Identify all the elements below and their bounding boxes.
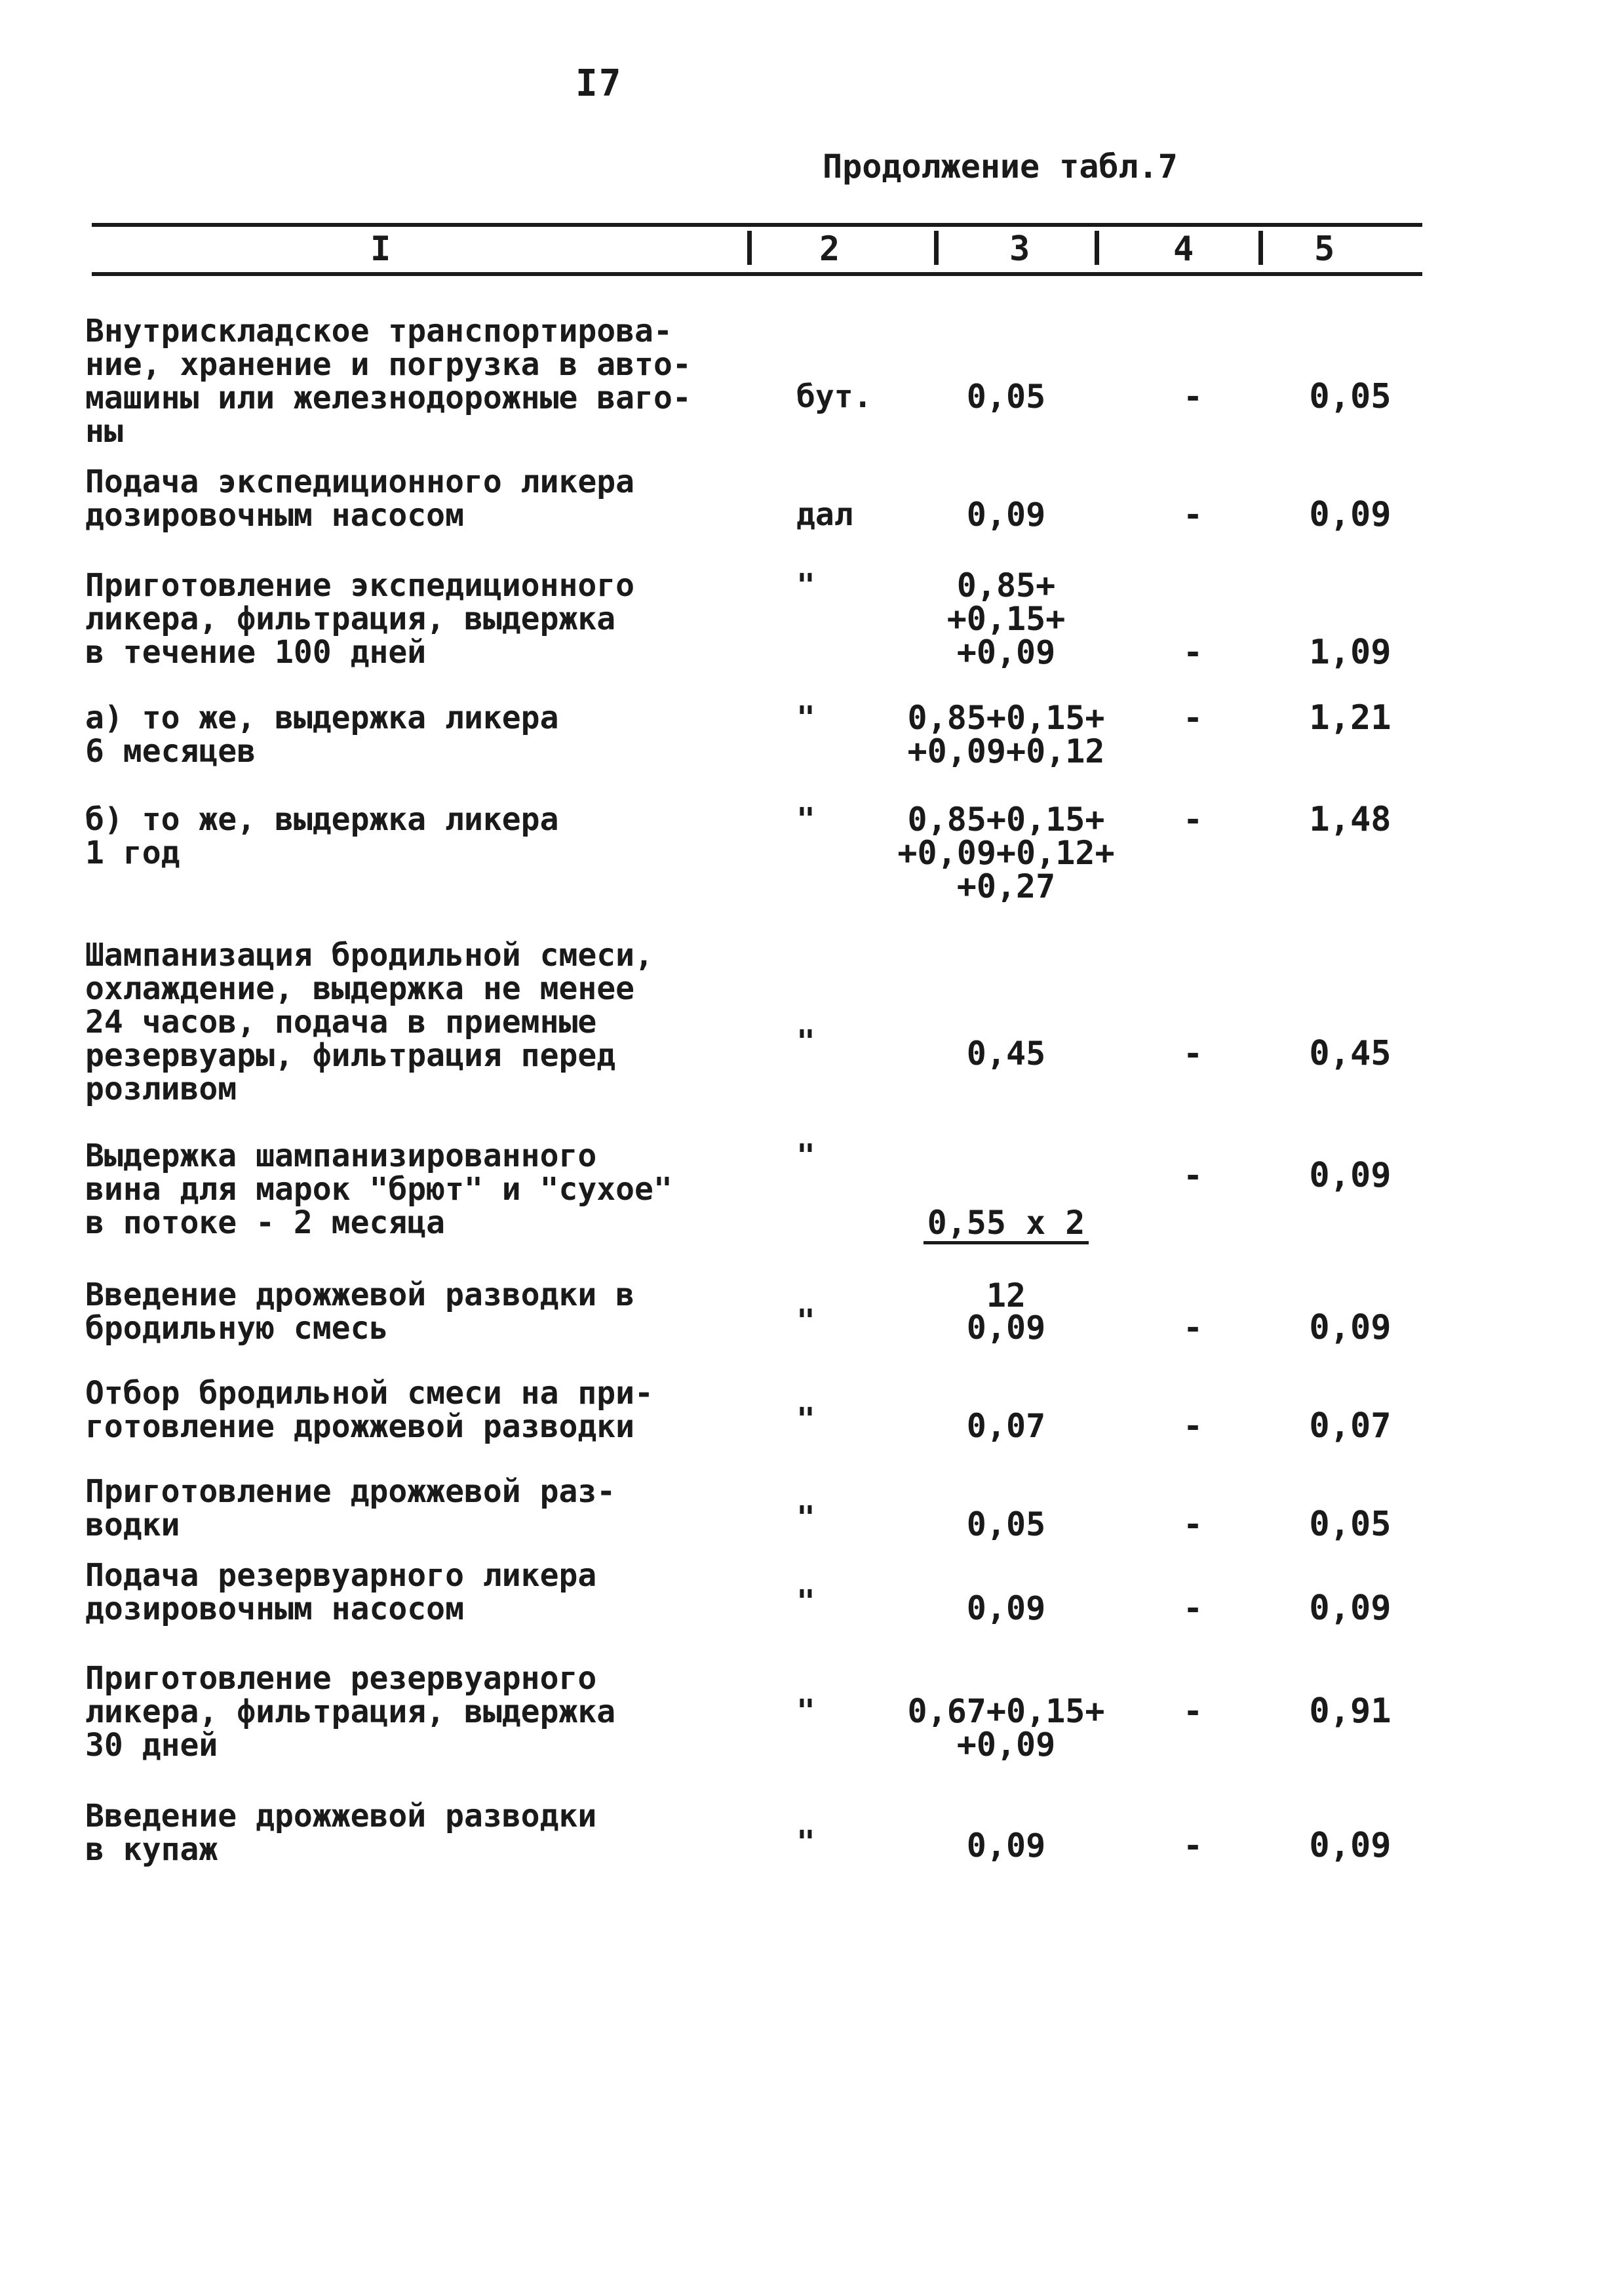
row-col-3: 0,09 bbox=[966, 1309, 1046, 1347]
row-col-3: 0,05 bbox=[966, 1505, 1046, 1543]
row-description: Отбор бродильной смеси на при- готовление дрожжевой разводки bbox=[85, 1375, 653, 1445]
row-col-3: 0,85+ +0,15+ +0,09 bbox=[946, 566, 1066, 671]
row-col-3: 0,85+0,15+ +0,09+0,12 bbox=[907, 699, 1105, 770]
row-col-5: 1,09 bbox=[1309, 633, 1391, 672]
row-col-5: 0,07 bbox=[1309, 1406, 1391, 1446]
header-col-2: 2 bbox=[819, 229, 840, 269]
header-col-5: 5 bbox=[1314, 229, 1335, 269]
row-col-4: - bbox=[1182, 1407, 1203, 1445]
row-col-3: 0,05 bbox=[966, 378, 1046, 416]
row-col-4: - bbox=[1182, 1157, 1203, 1195]
row-col-4: - bbox=[1182, 1692, 1203, 1730]
row-description: Приготовление резервуарного ликера, фильтрация, выдержка 30 дней bbox=[85, 1660, 616, 1764]
row-description: Шампанизация бродильной смеси, охлаждение, выдержка не менее 24 часов, подача в приемные резервуары, фильтрация перед розливом bbox=[85, 937, 653, 1107]
header-separator-1 bbox=[747, 231, 752, 265]
row-unit: дал bbox=[796, 496, 853, 533]
row-col-4: - bbox=[1182, 1309, 1203, 1347]
row-col-4: - bbox=[1182, 1505, 1203, 1543]
row-col-5: 0,45 bbox=[1309, 1034, 1391, 1073]
fraction-denominator: 12 bbox=[986, 1277, 1026, 1315]
header-rule-bottom bbox=[92, 272, 1422, 276]
page-number: I7 bbox=[575, 62, 623, 105]
row-description: б) то же, выдержка ликера 1 год bbox=[85, 801, 559, 871]
row-col-4: - bbox=[1182, 1035, 1203, 1073]
row-unit: " bbox=[796, 1499, 815, 1536]
row-col-5: 0,09 bbox=[1309, 1156, 1391, 1195]
row-col-5: 0,05 bbox=[1309, 1505, 1391, 1544]
header-col-3: 3 bbox=[1009, 229, 1030, 269]
row-col-3: 0,45 bbox=[966, 1035, 1046, 1073]
row-unit: " bbox=[796, 1693, 815, 1730]
row-unit: " bbox=[796, 1401, 815, 1438]
header-col-1: I bbox=[370, 229, 391, 269]
row-description: Выдержка шампанизированного вина для марок "брют" и "сухое" в потоке - 2 месяца bbox=[85, 1138, 672, 1241]
row-col-5: 0,09 bbox=[1309, 1826, 1391, 1865]
row-col-3: 0,09 bbox=[966, 1827, 1046, 1865]
row-col-5: 0,05 bbox=[1309, 377, 1391, 416]
row-description: а) то же, выдержка ликера 6 месяцев bbox=[85, 700, 559, 770]
row-unit: " bbox=[796, 801, 815, 838]
row-col-5: 0,09 bbox=[1309, 495, 1391, 534]
row-col-5: 0,09 bbox=[1309, 1589, 1391, 1628]
row-col-4: - bbox=[1182, 633, 1203, 671]
table-caption: Продолжение табл.7 bbox=[823, 148, 1178, 186]
row-description: Приготовление дрожжевой раз- водки bbox=[85, 1473, 616, 1543]
row-description: Подача резервуарного ликера дозировочным насосом bbox=[85, 1557, 597, 1627]
header-separator-3 bbox=[1095, 231, 1099, 265]
row-col-3: 0,85+0,15+ +0,09+0,12+ +0,27 bbox=[897, 801, 1115, 905]
row-description: Введение дрожжевой разводки в бродильную смесь bbox=[85, 1277, 635, 1347]
row-col-3: 0,07 bbox=[966, 1407, 1046, 1445]
row-col-4: - bbox=[1182, 801, 1203, 839]
row-unit: бут. bbox=[796, 378, 872, 415]
row-col-4: - bbox=[1182, 1827, 1203, 1865]
row-unit: " bbox=[796, 1583, 815, 1620]
row-col-5: 0,91 bbox=[1309, 1692, 1391, 1731]
row-col-5: 1,48 bbox=[1309, 800, 1391, 839]
row-unit: " bbox=[796, 700, 815, 736]
row-description: Подача экспедиционного ликера дозировочным насосом bbox=[85, 464, 635, 534]
row-unit: " bbox=[796, 1023, 815, 1060]
header-rule-top bbox=[92, 223, 1422, 227]
header-separator-2 bbox=[934, 231, 939, 265]
row-description: Введение дрожжевой разводки в купаж bbox=[85, 1798, 597, 1868]
row-unit: " bbox=[796, 1138, 815, 1174]
row-col-4: - bbox=[1182, 699, 1203, 737]
row-description: Внутрискладское транспортирова- ние, хранение и погрузка в авто- машины или железнодорожные ваго- ны bbox=[85, 313, 691, 450]
row-col-5: 1,21 bbox=[1309, 698, 1391, 738]
row-col-3: 0,67+0,15+ +0,09 bbox=[907, 1692, 1105, 1764]
row-unit: " bbox=[796, 1824, 815, 1861]
row-description: Приготовление экспедиционного ликера, фильтрация, выдержка в течение 100 дней bbox=[85, 567, 635, 671]
header-col-4: 4 bbox=[1173, 229, 1194, 269]
row-col-4: - bbox=[1182, 1589, 1203, 1627]
row-col-3: 0,09 bbox=[966, 1589, 1046, 1627]
row-col-4: - bbox=[1182, 378, 1203, 416]
row-col-4: - bbox=[1182, 496, 1203, 534]
row-col-5: 0,09 bbox=[1309, 1308, 1391, 1347]
fraction-numerator: 0,55 х 2 bbox=[924, 1206, 1089, 1244]
row-unit: " bbox=[796, 1303, 815, 1339]
row-col-3: 0,09 bbox=[966, 496, 1046, 534]
header-separator-4 bbox=[1258, 231, 1263, 265]
row-unit: " bbox=[796, 567, 815, 604]
